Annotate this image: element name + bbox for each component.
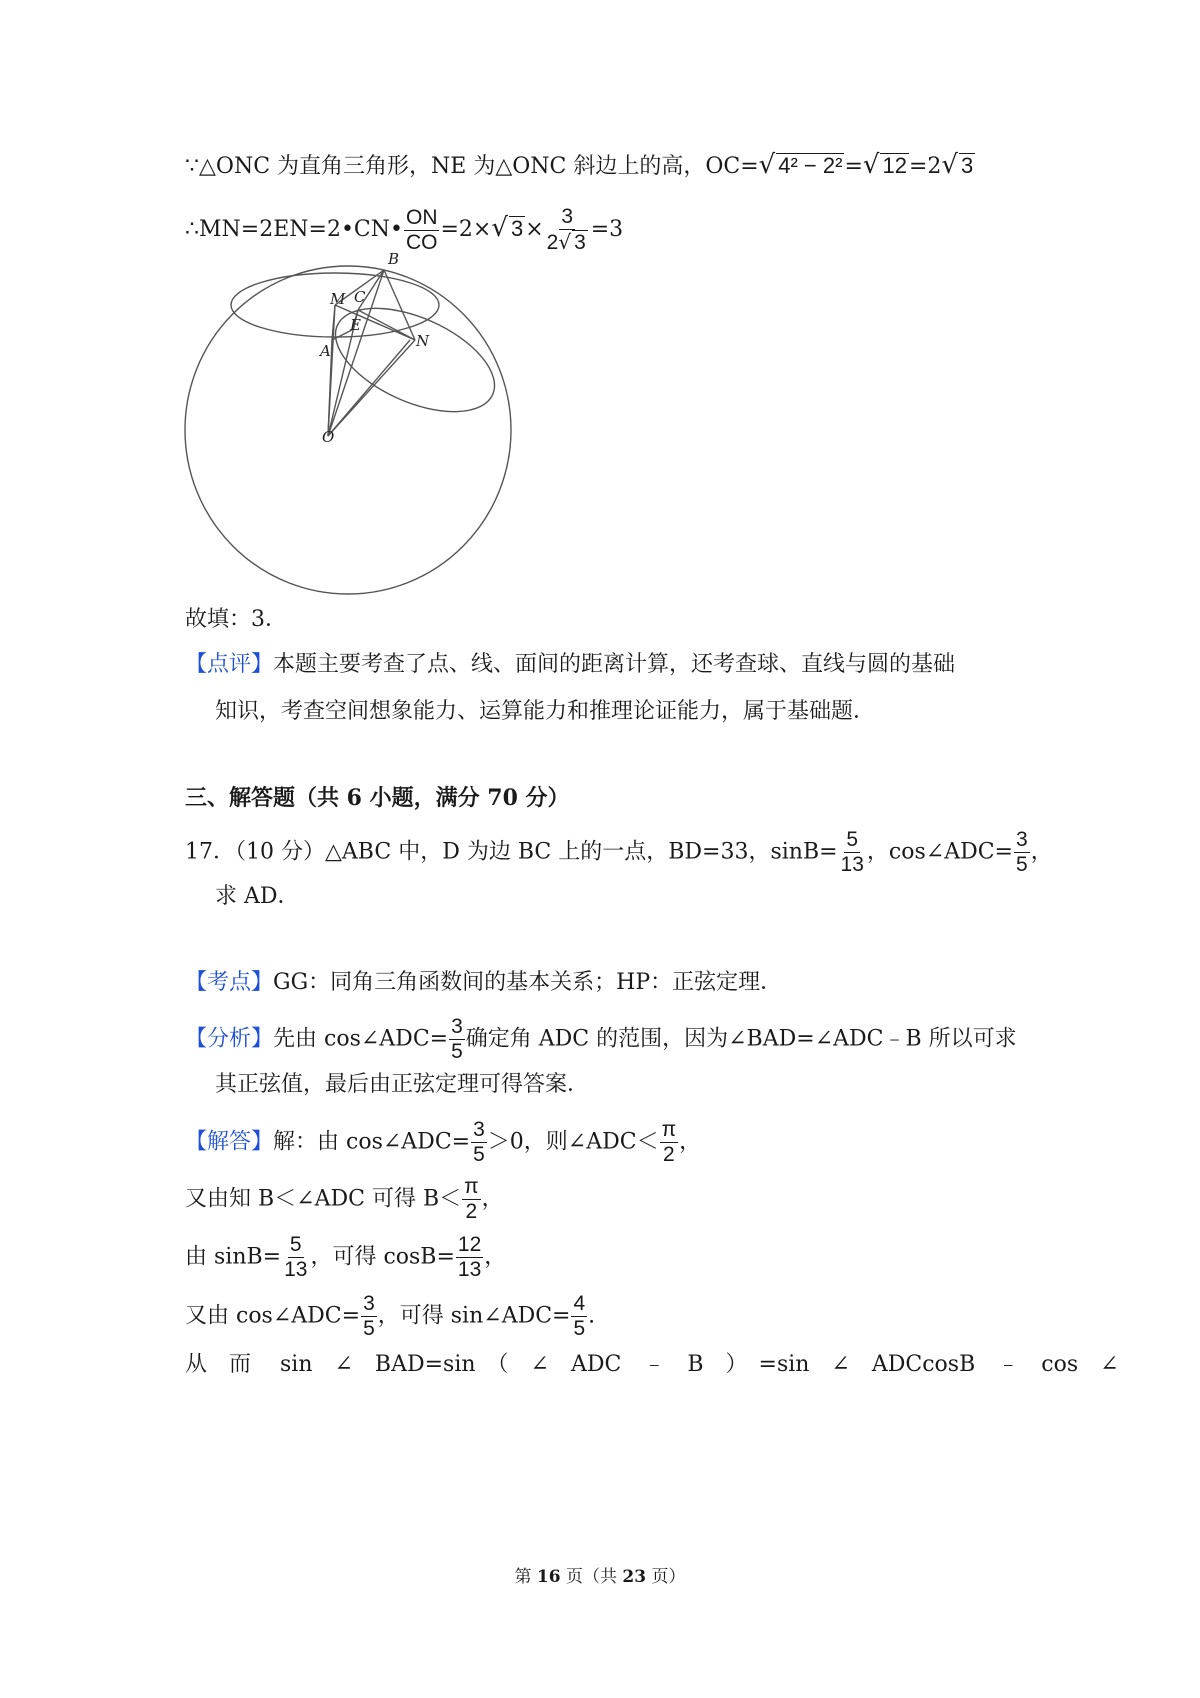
- denominator: 13: [840, 853, 864, 876]
- radical-sign: √: [862, 150, 880, 180]
- text: 页（共: [560, 1567, 623, 1587]
- fraction: [1014, 828, 1030, 877]
- denominator: 5: [473, 1143, 485, 1166]
- label-c: C: [354, 288, 366, 306]
- text: ×: [525, 217, 544, 242]
- tag-comment: 【点评】: [185, 652, 274, 677]
- text: ，cos∠ADC=: [866, 839, 1013, 865]
- denominator: 5: [451, 1040, 463, 1063]
- text: 又由 cos∠ADC=: [185, 1303, 361, 1329]
- fraction: [404, 206, 440, 255]
- fraction: [571, 1292, 587, 1341]
- jieda-line1: [185, 1118, 701, 1167]
- radical-sign: √: [758, 150, 776, 180]
- denominator: 2: [662, 1143, 675, 1166]
- denominator: 5: [1016, 853, 1028, 876]
- sqrt-term: 12: [882, 153, 907, 178]
- sqrt-term: 3: [574, 231, 586, 254]
- denominator: 13: [284, 1258, 308, 1281]
- sqrt-term: 4² − 2²: [778, 153, 843, 178]
- fraction: [361, 1292, 377, 1341]
- text: ，可得 cosB=: [310, 1244, 455, 1270]
- numerator: 3: [473, 1118, 485, 1141]
- sqrt-term: 3: [960, 153, 974, 178]
- text: =2×: [440, 217, 492, 242]
- fraction: [456, 1233, 483, 1282]
- fraction: [839, 828, 866, 877]
- numerator: 3: [561, 205, 574, 228]
- label-m: M: [330, 290, 346, 308]
- segment-ob2: [328, 340, 410, 436]
- fraction: [449, 1015, 465, 1064]
- fenxi-line2: 其正弦值，最后由正弦定理可得答案．: [215, 1072, 590, 1097]
- text: 本题主要考查了点、线、面间的距离计算，还考查球、直线与圆的基础: [273, 652, 956, 677]
- numerator: 3: [363, 1292, 375, 1315]
- text: ＞0，则∠ADC＜: [487, 1129, 659, 1155]
- numerator: 5: [289, 1233, 302, 1256]
- numerator: 4: [573, 1292, 586, 1315]
- page-footer: [0, 1562, 1200, 1587]
- numerator: 3: [1016, 828, 1028, 851]
- fraction: [462, 1175, 481, 1224]
- solution-step4: 从 而 sin ∠ BAD=sin （ ∠ ADC ﹣ B ） =sin ∠ ADCcosB ﹣ cos ∠: [185, 1352, 1119, 1377]
- fraction: [660, 1118, 679, 1167]
- text: ，: [679, 1129, 702, 1155]
- sqrt-term: 3: [510, 216, 524, 241]
- comment-line2: 知识，考查空间想象能力、运算能力和推理论证能力，属于基础题．: [215, 699, 876, 724]
- den-coef: 2: [546, 231, 559, 254]
- label-b: B: [388, 250, 400, 268]
- text: ，可得 sin∠ADC=: [377, 1303, 571, 1329]
- label-a: A: [320, 342, 331, 360]
- question-17: [185, 828, 1053, 877]
- fill-answer: 故填：3．: [185, 607, 287, 632]
- text: 确定角 ADC 的范围，因为∠BAD=∠ADC﹣B 所以可求: [465, 1026, 1017, 1052]
- numerator: ON: [405, 205, 438, 229]
- tag-kaodian: 【考点】: [185, 970, 274, 995]
- numerator: 12: [457, 1233, 482, 1256]
- text: 第: [514, 1567, 537, 1587]
- tag-jieda: 【解答】: [185, 1129, 274, 1155]
- text: 先由 cos∠ADC=: [273, 1026, 449, 1052]
- text: 页）: [646, 1567, 686, 1587]
- numerator: π: [464, 1175, 479, 1198]
- comment-line1: [185, 650, 955, 680]
- denominator: 5: [363, 1317, 375, 1340]
- text: ∵△ONC 为直角三角形，NE 为△ONC 斜边上的高，OC=: [185, 154, 759, 179]
- text: ，: [481, 1186, 504, 1212]
- total-pages: 23: [622, 1567, 647, 1587]
- text: ∴MN=2EN=2•CN•: [185, 217, 403, 242]
- radical-sign: √: [558, 230, 572, 254]
- radical-sign: √: [941, 150, 958, 180]
- label-e: E: [350, 316, 361, 334]
- tag-fenxi: 【分析】: [185, 1026, 274, 1052]
- fenxi-line1: [185, 1015, 1017, 1064]
- fraction: [471, 1118, 487, 1167]
- denominator: CO: [405, 230, 438, 254]
- text: 解：由 cos∠ADC=: [273, 1129, 471, 1155]
- text: =2: [908, 154, 942, 179]
- page-number: 16: [536, 1567, 561, 1587]
- numerator: 5: [846, 828, 859, 851]
- solution-step1: [185, 1175, 504, 1224]
- text: GG：同角三角函数间的基本关系；HP：正弦定理．: [273, 970, 783, 995]
- sphere-figure: [180, 250, 520, 610]
- solution-step3: [185, 1292, 595, 1341]
- kaodian: [185, 968, 782, 998]
- label-o: O: [322, 428, 335, 446]
- radical-sign: √: [491, 213, 508, 243]
- question-17-ask: 求 AD．: [215, 884, 300, 909]
- text: ，: [1030, 839, 1053, 865]
- proof-line-mn: [185, 205, 623, 255]
- denominator: 13: [457, 1258, 482, 1281]
- numerator: π: [661, 1118, 677, 1141]
- label-n: N: [416, 332, 430, 350]
- text: .: [588, 1303, 596, 1329]
- text: 17．（10 分）△ABC 中，D 为边 BC 上的一点，BD=33，sinB=: [185, 839, 838, 865]
- text: 由 sinB=: [185, 1244, 282, 1270]
- proof-line-oc: [185, 150, 975, 182]
- fraction: [282, 1233, 309, 1282]
- text: =: [844, 154, 863, 179]
- denominator: 2: [465, 1200, 478, 1223]
- text: ，: [484, 1244, 507, 1270]
- section-title: 三、解答题（共 6 小题，满分 70 分）: [185, 785, 570, 811]
- fraction: [545, 205, 590, 255]
- solution-step2: [185, 1233, 506, 1282]
- denominator: [545, 230, 590, 255]
- denominator: 5: [573, 1317, 586, 1340]
- sphere-outline: [185, 266, 511, 594]
- numerator: 3: [451, 1015, 463, 1038]
- text: 又由知 B＜∠ADC 可得 B＜: [185, 1186, 462, 1212]
- text: =3: [590, 217, 624, 242]
